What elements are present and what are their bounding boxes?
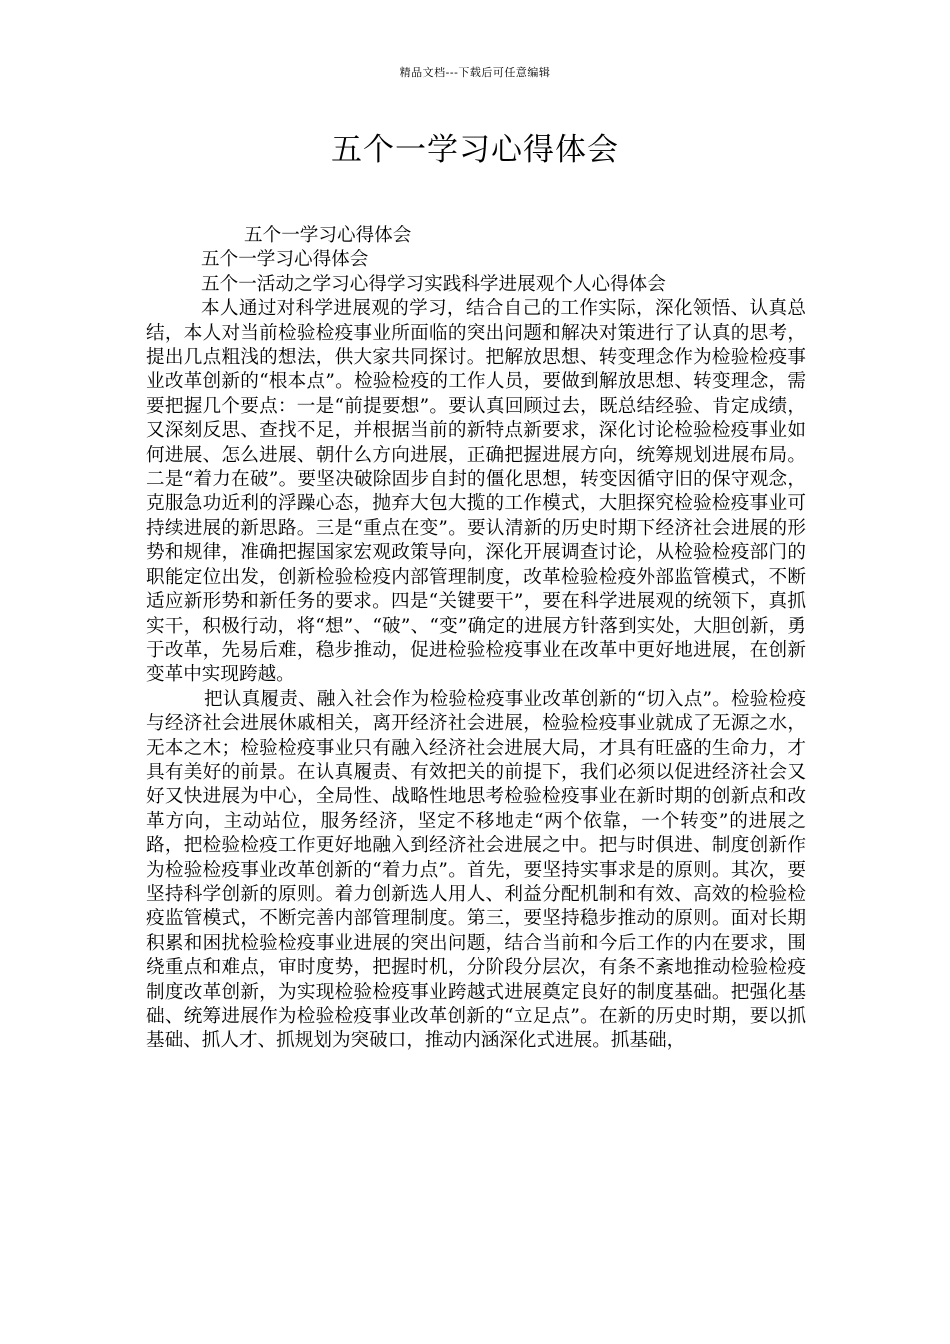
paragraph-2: 把认真履责、融入社会作为检验检疫事业改革创新的“切入点”。检验检疫与经济社会进展休戚相关，离开经济社会进展，检验检疫事业就成了无源之水，无本之木；检验检疫事业只有融入经济社会进展大局，才具有旺盛的生命力，才具有美好的前景。在认真履责、有效把关的前提下，我们必须以促进经济社会又好又快进展为中心，全局性、战略性地思考检验检疫事业在新时期的创新点和改革方向，主动站位，服务经济，坚定不移地走“两个依靠，一个转变”的进展之路，把检验检疫工作更好地融入到经济社会进展之中。把与时俱进、制度创新作为检验检疫事业改革创新的“着力点”。首先，要坚持实事求是的原则。其次，要坚持科学创新的原则。着力创新选人用人、利益分配机制和有效、高效的检验检疫监管模式，不断完善内部管理制度。第三，要坚持稳步推动的原则。面对长期积累和困扰检验检疫事业进展的突出问题，结合当前和今后工作的内在要求，围绕重点和难点，审时度势，把握时机，分阶段分层次，有条不紊地推动检验检疫制度改革创新，为实现检验检疫事业跨越式进展奠定良好的制度基础。把强化基础、统筹进展作为检验检疫事业改革创新的“立足点”。在新的历史时期，要以抓基础、抓人才、抓规划为突破口，推动内涵深化式进展。抓基础， (146, 688, 806, 1052)
document-title: 五个一学习心得体会 (331, 132, 619, 168)
subheading-3: 五个一活动之学习心得学习实践科学进展观个人心得体会 (201, 273, 666, 295)
document-body (146, 224, 806, 1054)
subheading-1: 五个一学习心得体会 (244, 225, 412, 246)
paragraph-1: 本人通过对科学进展观的学习，结合自己的工作实际，深化领悟、认真总结，本人对当前检验检疫事业所面临的突出问题和解决对策进行了认真的思考，提出几点粗浅的想法，供大家共同探讨。把解放思想、转变理念作为检验检疫事业改革创新的“根本点”。检验检疫的工作人员，要做到解放思想、转变理念，需要把握几个要点：一是“前提要想”。要认真回顾过去，既总结经验、肯定成绩，又深刻反思、查找不足，并根据当前的新特点新要求，深化讨论检验检疫事业如何进展、怎么进展、朝什么方向进展，正确把握进展方向，统筹规划进展布局。二是“着力在破”。要坚决破除固步自封的僵化思想，转变因循守旧的保守观念，克服急功近利的浮躁心态，抛弃大包大揽的工作模式，大胆探究检验检疫事业可持续进展的新思路。三是“重点在变”。要认清新的历史时期下经济社会进展的形势和规律，准确把握国家宏观政策导向，深化开展调查讨论，从检验检疫部门的职能定位出发，创新检验检疫内部管理制度，改革检验检疫外部监管模式，不断适应新形势和新任务的要求。四是“关键要干”，要在科学进展观的统领下，真抓实干，积极行动，将“想”、“破”、“变”确定的进展方针落到实处，大胆创新，勇于改革，先易后难，稳步推动，促进检验检疫事业在改革中更好地进展，在创新变革中实现跨越。 (146, 298, 806, 686)
header-note: 精品文档---下载后可任意编辑 (399, 66, 551, 79)
subheading-2: 五个一学习心得体会 (201, 249, 369, 271)
